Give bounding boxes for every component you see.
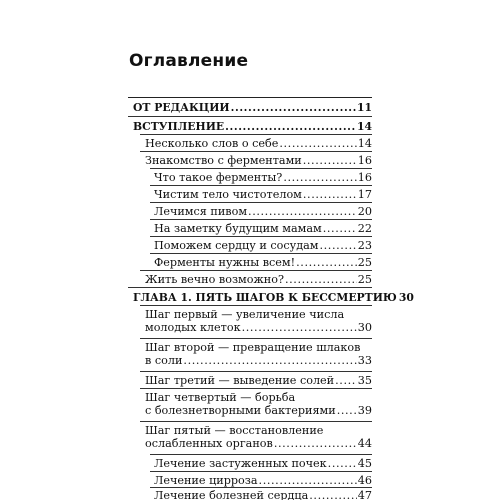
toc-entry-text-line1: Шаг четвертый — борьба [145,391,296,404]
toc-entry-text: ОТ РЕДАКЦИИ [133,101,230,114]
toc-leader-dots [248,205,357,218]
section-separator [140,421,372,422]
toc-entry-step-4[interactable] [145,391,372,417]
toc-entry-line2 [145,354,372,367]
section-separator [150,185,372,186]
toc-entry[interactable] [154,239,372,252]
toc-leader-dots [296,256,357,269]
toc-entry-text-line1: Шаг первый — увеличение числа [145,308,345,321]
section-separator [140,338,372,339]
toc-entry[interactable] [154,222,372,235]
page-title: Оглавление [129,51,249,71]
toc-page-number: 39 [357,404,372,417]
toc-entry-text: ГЛАВА 1. ПЯТЬ ШАГОВ К БЕССМЕРТИЮ [133,291,397,304]
toc-page-number: 16 [357,171,372,184]
toc-leader-dots [274,437,357,450]
toc-leader-dots [320,239,357,252]
toc-entry-introduction[interactable] [133,120,372,133]
section-separator [140,388,372,389]
toc-page-number: 33 [357,354,372,367]
section-separator [128,116,372,117]
toc-entry-text: Знакомство с ферментами [145,154,302,167]
toc-entry-text: Несколько слов о себе [145,137,279,150]
section-separator [150,471,372,472]
section-separator [150,454,372,455]
toc-entry-line2 [145,437,372,450]
toc-page-number: 25 [357,273,372,286]
toc-leader-dots [279,137,356,150]
toc-leader-dots [303,154,357,167]
toc-entry-editorial[interactable] [133,101,372,114]
toc-entry[interactable] [154,256,372,269]
toc-entry-text-line2: ослабленных органов [145,437,273,450]
section-separator [140,134,372,135]
toc-entry-text-line2: в соли [145,354,183,367]
toc-page-number: 14 [357,137,372,150]
toc-entry[interactable] [154,171,372,184]
toc-leader-dots [323,222,357,235]
section-separator [140,305,372,306]
toc-entry-text: Что такое ферменты? [154,171,283,184]
toc-page-number: 47 [357,489,372,500]
toc-leader-dots [337,404,357,417]
section-separator [140,151,372,152]
toc-leader-dots [285,273,357,286]
toc-page-number: 25 [357,256,372,269]
toc-entry-text: Жить вечно возможно? [145,273,284,286]
toc-entry-text: Лечение цирроза [154,474,258,487]
toc-leader-dots [231,101,356,114]
section-separator [150,219,372,220]
toc-leader-dots [335,374,357,387]
toc-entry-step-1[interactable] [145,308,372,334]
toc-entry[interactable] [154,474,372,487]
toc-leader-dots [283,171,356,184]
toc-entry-step-5[interactable] [145,424,372,450]
toc-page-number: 22 [357,222,372,235]
section-separator [140,371,372,372]
toc-page-number: 46 [357,474,372,487]
toc-page-number: 23 [357,239,372,252]
toc-entry[interactable] [154,205,372,218]
toc-page-number: 45 [357,457,372,470]
toc-entry-step-3[interactable] [145,374,372,387]
section-separator [150,202,372,203]
toc-leader-dots [183,354,356,367]
toc-page-number: 44 [357,437,372,450]
toc-entry-text: Лечимся пивом [154,205,248,218]
toc-entry-text-line1: Шаг пятый — восстановление [145,424,324,437]
toc-entry-line2 [145,404,372,417]
toc-entry[interactable] [154,457,372,470]
toc-entry-text-line2: с болезнетворными бактериями [145,404,336,417]
toc-entry[interactable] [154,188,372,201]
toc-page-number: 20 [357,205,372,218]
toc-entry[interactable] [145,273,372,286]
toc-entry-text: Поможем сердцу и сосудам [154,239,319,252]
toc-leader-dots [242,321,357,334]
toc-entry-text: Лечение застуженных почек [154,457,327,470]
toc-page-number: 30 [398,291,414,304]
toc-entry-text: Ферменты нужны всем! [154,256,296,269]
toc-entry-text: На заметку будущим мамам [154,222,322,235]
section-separator [150,253,372,254]
section-separator [150,236,372,237]
toc-entry-line2 [145,321,372,334]
toc-entry-text: ВСТУПЛЕНИЕ [133,120,225,133]
toc-entry-text-line1: Шаг второй — превращение шлаков [145,341,361,354]
toc-leader-dots [259,474,357,487]
toc-page-number: 11 [356,101,372,114]
toc-leader-dots [309,489,356,500]
toc-entry-text-line2: молодых клеток [145,321,241,334]
toc-page-number: 16 [357,154,372,167]
toc-entry-text: Лечение болезней сердца [154,489,309,500]
toc-leader-dots [303,188,357,201]
toc-leader-dots [328,457,357,470]
toc-entry[interactable] [145,137,372,150]
toc-entry-step-2[interactable] [145,341,372,367]
toc-leader-dots [225,120,356,133]
section-separator [150,487,372,488]
toc-page-number: 14 [356,120,372,133]
toc-page-number: 30 [357,321,372,334]
toc-page-number: 35 [357,374,372,387]
toc-entry[interactable] [145,154,372,167]
toc-entry-text: Шаг третий — выведение солей [145,374,335,387]
section-separator [140,270,372,271]
toc-entry[interactable] [154,489,372,500]
toc-page-number: 17 [357,188,372,201]
header-rule [128,97,372,98]
section-separator [128,287,372,288]
toc-entry-chapter-1[interactable] [133,291,414,304]
toc-entry-text: Чистим тело чистотелом [154,188,302,201]
section-separator [150,168,372,169]
